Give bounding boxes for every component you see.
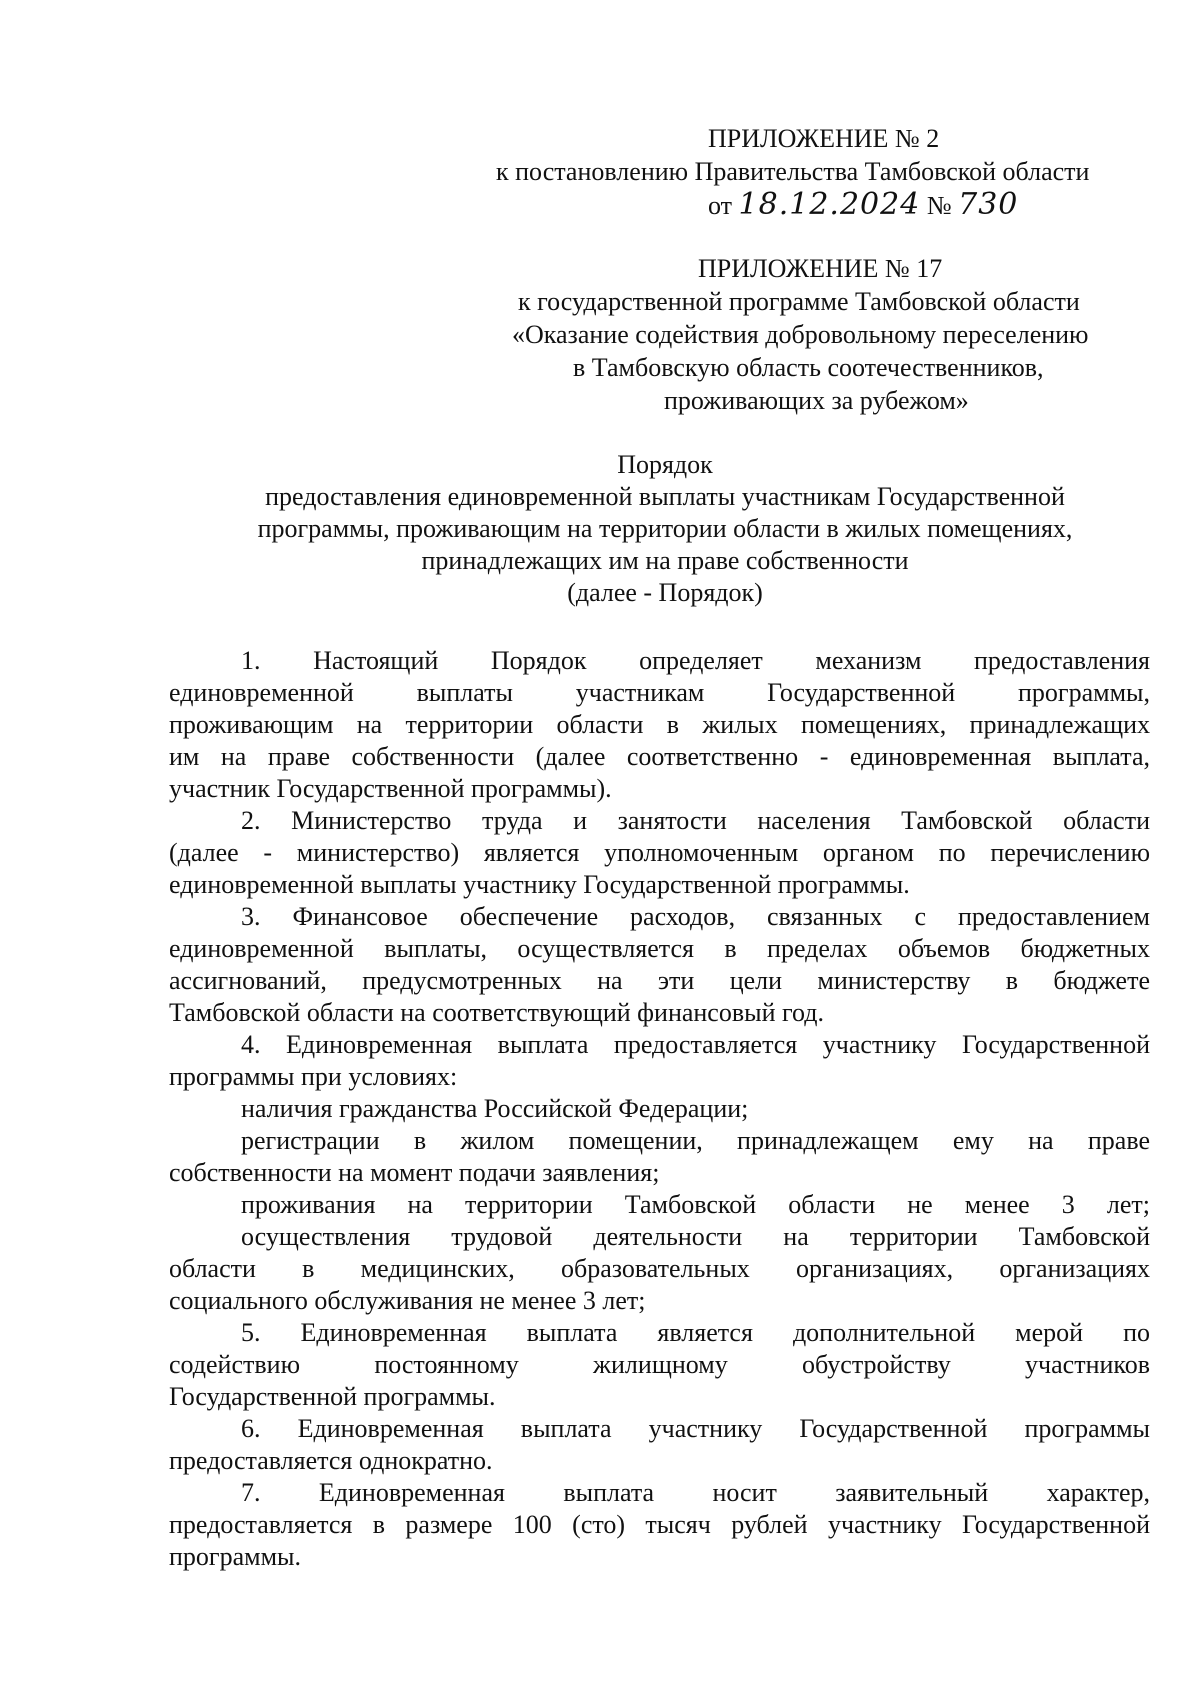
condition-registration bbox=[169, 1125, 1150, 1189]
appendix-2-title: ПРИЛОЖЕНИЕ № 2 bbox=[708, 124, 940, 153]
paragraph-2 bbox=[169, 805, 1150, 901]
paragraph-line: (далее - министерство) является уполномоченным органом по перечислению bbox=[169, 838, 1150, 867]
paragraph-line: социального обслуживания не менее 3 лет; bbox=[169, 1286, 646, 1315]
paragraph-line: 5. Единовременная выплата является дополнительной мерой по bbox=[241, 1318, 1150, 1347]
paragraph-5 bbox=[169, 1317, 1150, 1413]
paragraph-line: осуществления трудовой деятельности на территории Тамбовской bbox=[241, 1222, 1150, 1251]
title-line-4: (далее - Порядок) bbox=[567, 578, 763, 607]
appendix-17-line-4: проживающих за рубежом» bbox=[664, 386, 969, 415]
document-title bbox=[150, 449, 1180, 609]
paragraph-line: области в медицинских, образовательных организациях, организациях bbox=[169, 1254, 1150, 1283]
paragraph-line: 4. Единовременная выплата предоставляется участнику Государственной bbox=[241, 1030, 1150, 1059]
paragraph-line: собственности на момент подачи заявления; bbox=[169, 1158, 660, 1187]
paragraph-line: наличия гражданства Российской Федерации; bbox=[241, 1094, 749, 1123]
paragraph-line: предоставляется в размере 100 (сто) тысяч рублей участнику Государственной bbox=[169, 1510, 1150, 1539]
appendix-2-date-line bbox=[708, 188, 1018, 223]
paragraph-line: Тамбовской области на соответствующий финансовый год. bbox=[169, 998, 825, 1027]
appendix-17-line-3: в Тамбовскую область соотечественников, bbox=[573, 353, 1044, 382]
paragraph-line: содействию постоянному жилищному обустройству участников bbox=[169, 1350, 1150, 1379]
paragraph-6 bbox=[169, 1413, 1150, 1477]
number-sign: № bbox=[926, 191, 952, 220]
paragraph-line: ассигнований, предусмотренных на эти цели министерству в бюджете bbox=[169, 966, 1150, 995]
paragraph-line: 2. Министерство труда и занятости населения Тамбовской области bbox=[241, 806, 1150, 835]
condition-citizenship bbox=[169, 1093, 1150, 1125]
appendix-17-line-1: к государственной программе Тамбовской области bbox=[518, 287, 1080, 316]
appendix-17-line-2: «Оказание содействия добровольному переселению bbox=[512, 320, 1089, 349]
document-body bbox=[169, 645, 1150, 1573]
title-line-2: программы, проживающим на территории области в жилых помещениях, bbox=[257, 514, 1073, 543]
paragraph-3 bbox=[169, 901, 1150, 1029]
paragraph-line: проживающим на территории области в жилых помещениях, принадлежащих bbox=[169, 710, 1150, 739]
paragraph-line: предоставляется однократно. bbox=[169, 1446, 493, 1475]
title-heading: Порядок bbox=[617, 450, 713, 479]
paragraph-line: 3. Финансовое обеспечение расходов, связанных с предоставлением bbox=[241, 902, 1150, 931]
paragraph-line: регистрации в жилом помещении, принадлежащем ему на праве bbox=[241, 1126, 1150, 1155]
paragraph-line: единовременной выплаты участникам Государственной программы, bbox=[169, 678, 1150, 707]
condition-employment bbox=[169, 1221, 1150, 1317]
paragraph-line: 7. Единовременная выплата носит заявительный характер, bbox=[241, 1478, 1150, 1507]
paragraph-line: 6. Единовременная выплата участнику Государственной программы bbox=[241, 1414, 1150, 1443]
paragraph-line: им на праве собственности (далее соответственно - единовременная выплата, bbox=[169, 742, 1150, 771]
paragraph-line: участник Государственной программы). bbox=[169, 774, 612, 803]
paragraph-line: Государственной программы. bbox=[169, 1382, 496, 1411]
appendix-17-title: ПРИЛОЖЕНИЕ № 17 bbox=[698, 254, 943, 283]
paragraph-line: единовременной выплаты, осуществляется в пределах объемов бюджетных bbox=[169, 934, 1150, 963]
paragraph-line: программы. bbox=[169, 1542, 301, 1571]
condition-residence bbox=[169, 1189, 1150, 1221]
paragraph-7 bbox=[169, 1477, 1150, 1573]
paragraph-line: проживания на территории Тамбовской области не менее 3 лет; bbox=[241, 1190, 1150, 1219]
paragraph-4 bbox=[169, 1029, 1150, 1093]
paragraph-1 bbox=[169, 645, 1150, 805]
title-line-1: предоставления единовременной выплаты участникам Государственной bbox=[265, 482, 1065, 511]
paragraph-line: программы при условиях: bbox=[169, 1062, 458, 1091]
title-line-3: принадлежащих им на праве собственности bbox=[421, 546, 909, 575]
handwritten-number: 730 bbox=[958, 187, 1019, 222]
handwritten-date: 18.12.2024 bbox=[738, 187, 921, 222]
paragraph-line: 1. Настоящий Порядок определяет механизм предоставления bbox=[241, 646, 1150, 675]
appendix-2-subtitle: к постановлению Правительства Тамбовской области bbox=[496, 157, 1090, 186]
paragraph-line: единовременной выплаты участнику Государственной программы. bbox=[169, 870, 910, 899]
date-prefix: от bbox=[708, 191, 733, 220]
